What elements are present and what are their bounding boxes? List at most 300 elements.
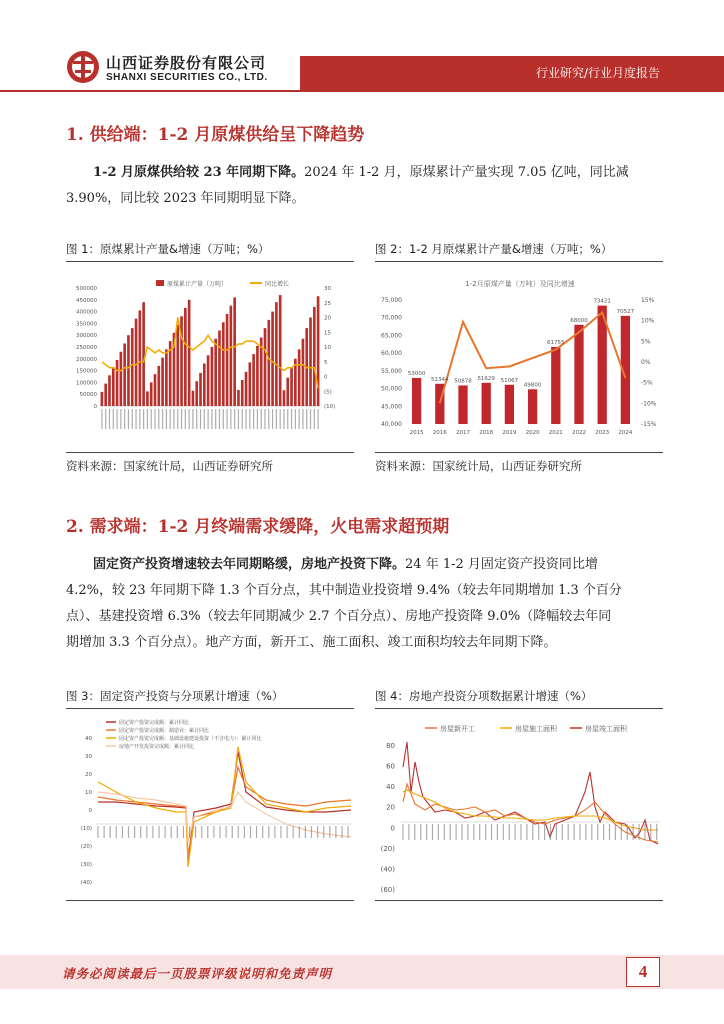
- fig2-xaxis-tick: 2016: [432, 430, 447, 436]
- fig3-xaxis-tick-label: [110, 826, 111, 838]
- fig1-xaxis-tick-label: [139, 409, 140, 429]
- figure1-top-rule: [66, 261, 354, 262]
- page-number: 4: [626, 957, 660, 987]
- fig3-yaxis-tick: (30): [80, 862, 92, 868]
- fig4-xaxis-tick-label: [520, 824, 521, 840]
- fig2-bar-label: 53000: [407, 370, 426, 377]
- fig3-xaxis-tick-label: [299, 826, 300, 838]
- fig1-yaxis-right-tick: 0: [324, 374, 328, 381]
- fig3-xaxis-tick-label: [268, 826, 269, 838]
- fig1-xaxis-tick-label: [283, 409, 284, 429]
- section2-line1: [93, 552, 663, 578]
- figure4-chart: [375, 712, 665, 898]
- fig1-yaxis-left-tick: 500000: [76, 286, 97, 292]
- footer-disclaimer: 请务必阅读最后一页股票评级说明和免责声明: [62, 966, 333, 981]
- figure3-chart: [66, 712, 356, 898]
- fig3-xaxis-tick-label: [152, 826, 153, 838]
- fig1-yaxis-right-tick: 5: [324, 359, 328, 366]
- fig3-xaxis-tick-label: [250, 826, 251, 838]
- fig1-xaxis-tick-label: [143, 409, 144, 429]
- fig1-yaxis-right-tick: (5): [324, 389, 332, 396]
- fig2-yaxis-right-tick: 15%: [641, 297, 655, 304]
- fig1-xaxis-tick-label: [204, 409, 205, 429]
- fig3-xaxis-tick-label: [232, 826, 233, 838]
- fig1-growth-line: [102, 318, 318, 389]
- fig3-xaxis-tick-label: [128, 826, 129, 838]
- fig4-yaxis-tick: 60: [386, 762, 395, 771]
- fig3-yaxis-tick: 30: [85, 754, 92, 760]
- fig1-bar: [112, 367, 115, 406]
- fig1-bar: [199, 373, 202, 406]
- fig1-bar: [309, 318, 312, 407]
- fig4-xaxis-tick-label: [479, 824, 480, 840]
- fig1-xaxis-tick-label: [230, 409, 231, 429]
- fig4-line-under-construction: [403, 790, 658, 830]
- section1-lead: 1-2 月原煤供给较 23 年同期下降。: [93, 165, 305, 180]
- fig1-bar: [150, 382, 153, 406]
- fig4-xaxis-tick-label: [538, 824, 539, 840]
- fig4-xaxis-tick-label: [627, 824, 628, 840]
- section2-title: 2. 需求端：1-2 月终端需求缓降，火电需求超预期: [66, 517, 450, 537]
- fig3-xaxis-tick-label: [293, 826, 294, 838]
- fig2-bar: [574, 325, 583, 424]
- fig4-xaxis-tick-label: [438, 824, 439, 840]
- figure3-top-rule: [66, 708, 354, 709]
- fig1-xaxis-tick-label: [245, 409, 246, 429]
- fig1-xaxis-tick-label: [215, 409, 216, 429]
- figure2-chart: [375, 266, 665, 450]
- fig1-legend: [156, 280, 289, 288]
- fig3-xaxis-tick-label: [189, 826, 190, 838]
- fig2-xaxis-tick: 2022: [572, 430, 586, 436]
- fig4-xaxis-tick-label: [574, 824, 575, 840]
- fig2-bar-label: 51344: [431, 376, 449, 383]
- fig1-bar: [267, 320, 270, 406]
- fig4-legend-2: 房屋施工面积: [515, 725, 557, 733]
- fig4-xaxis-tick-label: [532, 824, 533, 840]
- fig4-xaxis-tick-label: [503, 824, 504, 840]
- fig3-xaxis-tick-label: [311, 826, 312, 838]
- fig1-bar: [161, 358, 164, 406]
- fig3-xaxis-tick-label: [317, 826, 318, 838]
- fig2-yaxis-right-tick: -10%: [641, 400, 657, 408]
- fig1-xaxis-tick-label: [226, 409, 227, 429]
- fig1-bar: [101, 392, 104, 406]
- fig3-xaxis-tick-label: [238, 826, 239, 838]
- fig4-legend-1: 房屋新开工: [440, 725, 475, 733]
- fig1-xaxis-tick-label: [234, 409, 235, 429]
- fig1-xaxis-tick-label: [151, 409, 152, 429]
- fig2-yaxis-right-tick: 10%: [641, 317, 655, 325]
- fig1-yaxis-left-tick: 450000: [76, 297, 97, 304]
- fig1-xaxis-tick-label: [158, 409, 159, 429]
- section2-line2: 4.2%，较 23 年同期下降 1.3 个百分点，其中制造业投资增 9.4%（较去年同期增加 1.3 个百分: [66, 583, 622, 598]
- fig3-xaxis-tick-label: [171, 826, 172, 838]
- fig1-xaxis-tick-label: [147, 409, 148, 429]
- fig3-xaxis-tick-label: [335, 826, 336, 838]
- fig2-xaxis-tick: 2021: [548, 430, 563, 436]
- fig2-bar: [412, 378, 421, 424]
- fig1-yaxis-left-tick: 50000: [79, 392, 97, 399]
- fig1-xaxis-tick-label: [200, 409, 201, 429]
- fig1-xaxis-tick-label: [120, 409, 121, 429]
- fig2-xaxis-tick: 2020: [525, 430, 540, 436]
- fig3-yaxis-tick: 40: [85, 736, 92, 742]
- fig4-xaxis-tick-label: [509, 824, 510, 840]
- fig4-xaxis-tick-label: [638, 824, 639, 840]
- fig2-bar-label: 70527: [616, 308, 635, 315]
- fig1-xaxis-tick-label: [185, 409, 186, 429]
- fig1-bar: [142, 302, 145, 406]
- fig3-line-fai: [98, 752, 351, 862]
- fig2-xaxis-tick: 2017: [456, 430, 470, 436]
- fig2-xaxis-tick: 2019: [502, 430, 517, 436]
- fig1-bar: [146, 391, 149, 406]
- fig4-xaxis-tick-label: [615, 824, 616, 840]
- fig2-yaxis-left-tick: 65,000: [381, 332, 402, 340]
- fig4-xaxis-tick-label: [420, 824, 421, 840]
- fig4-xaxis-tick-label: [497, 824, 498, 840]
- fig1-xaxis-tick-label: [124, 409, 125, 429]
- report-type: 行业研究/行业月度报告: [535, 66, 660, 80]
- page-header: [0, 0, 724, 95]
- fig1-bar: [139, 310, 142, 406]
- fig4-yaxis-tick: (20): [380, 844, 395, 853]
- section1-line2: 3.90%，同比较 2023 年同期明显下降。: [66, 191, 305, 206]
- fig1-yaxis-left-tick: 250000: [76, 345, 97, 351]
- fig2-bar: [505, 385, 514, 424]
- fig2-yaxis-left-tick: 40,000: [381, 421, 402, 428]
- figure1-bottom-rule: [66, 452, 354, 453]
- fig3-xaxis-tick-label: [244, 826, 245, 838]
- section1-line2-block: [66, 186, 691, 212]
- section2-line3: 点）、基建投资增 6.3%（较去年同期减少 2.7 个百分点）、房地产投资降 9.0%（降幅较去年同: [66, 609, 612, 624]
- fig1-xaxis-tick-label: [211, 409, 212, 429]
- fig3-yaxis-tick: (20): [80, 844, 92, 850]
- fig1-bar: [256, 346, 259, 406]
- fig1-yaxis-right-tick: 10: [324, 345, 331, 351]
- fig4-xaxis-tick-label: [444, 824, 445, 840]
- fig1-bar: [222, 322, 225, 406]
- figure4-top-rule: [375, 708, 663, 709]
- fig2-bar-label: 49800: [523, 382, 542, 389]
- fig1-bar: [131, 328, 134, 406]
- fig1-xaxis-tick-label: [242, 409, 243, 429]
- figure1-title: 图 1：原煤累计产量&增速（万吨；%）: [66, 242, 270, 256]
- fig2-bar-label: 50878: [454, 378, 472, 385]
- fig1-bar: [108, 375, 111, 406]
- fig1-bar: [286, 378, 289, 406]
- fig2-bar: [528, 389, 537, 424]
- fig1-xaxis-tick-label: [318, 409, 319, 429]
- fig1-bar: [226, 314, 229, 406]
- fig1-xaxis-tick-label: [196, 409, 197, 429]
- fig1-xaxis-tick-label: [264, 409, 265, 429]
- fig3-xaxis-tick-label: [104, 826, 105, 838]
- fig1-yaxis-right-tick: (10): [324, 404, 336, 410]
- fig1-xaxis-tick-label: [135, 409, 136, 429]
- fig1-xaxis-tick-label: [192, 409, 193, 429]
- fig3-legend-4: 房地产开发投资完成额：累计同比: [119, 744, 195, 750]
- fig1-yaxis-left-tick: 100000: [76, 380, 97, 387]
- figure3-bottom-rule: [66, 900, 354, 901]
- fig1-yaxis-left-tick: 300000: [76, 333, 97, 340]
- header-divider: [0, 90, 724, 92]
- fig1-bar: [116, 360, 119, 406]
- fig2-chart-title: 1-2月原煤产量（万吨）及同比增速: [465, 280, 575, 288]
- fig1-xaxis-tick-label: [154, 409, 155, 429]
- fig1-xaxis-tick-label: [253, 409, 254, 429]
- fig2-bar: [482, 383, 491, 424]
- fig3-xaxis-tick-label: [341, 826, 342, 838]
- fig3-xaxis-tick-label: [348, 826, 349, 838]
- fig1-bar: [245, 372, 248, 406]
- fig1-xaxis-tick-label: [170, 409, 171, 429]
- fig1-xaxis-tick-label: [132, 409, 133, 429]
- fig2-yaxis-left-tick: 75,000: [381, 297, 402, 304]
- fig1-bar: [157, 366, 160, 406]
- fig1-xaxis-tick-label: [302, 409, 303, 429]
- fig1-bar: [195, 381, 198, 406]
- fig3-yaxis-tick: 10: [85, 790, 92, 796]
- company-logo-icon: [66, 50, 100, 84]
- fig4-line-new-start: [403, 784, 658, 842]
- header-band: [300, 56, 724, 90]
- fig4-yaxis-tick: 0: [390, 824, 395, 833]
- fig1-yaxis-right-tick: 20: [324, 315, 331, 322]
- fig4-xaxis-tick-label: [473, 824, 474, 840]
- fig1-yaxis-left-tick: 400000: [76, 309, 97, 316]
- fig4-xaxis-tick-label: [591, 824, 592, 840]
- fig1-xaxis-tick-label: [261, 409, 262, 429]
- fig2-bar: [551, 347, 560, 424]
- fig3-legend-1: 固定资产投资完成额：累计同比: [119, 720, 190, 726]
- fig1-xaxis-tick-label: [249, 409, 250, 429]
- fig4-legend-3: 房屋竣工面积: [585, 725, 627, 733]
- fig1-xaxis-tick-label: [109, 409, 110, 429]
- fig3-yaxis-tick: 20: [85, 772, 92, 778]
- section2-line1-rest: 24 年 1-2 月固定资产投资同比增: [405, 557, 598, 572]
- fig1-xaxis-tick-label: [272, 409, 273, 429]
- fig1-bar: [211, 347, 214, 406]
- fig2-xaxis-tick: 2024: [618, 430, 633, 436]
- fig3-xaxis-tick-label: [177, 826, 178, 838]
- fig4-xaxis-tick-label: [568, 824, 569, 840]
- fig1-bar: [123, 343, 126, 406]
- fig3-xaxis-tick-label: [158, 826, 159, 838]
- section2-lead: 固定资产投资增速较去年同期略缓，房地产投资下降。: [93, 557, 406, 572]
- fig1-bar: [120, 352, 123, 406]
- fig1-bar: [237, 390, 240, 406]
- fig3-xaxis-tick-label: [134, 826, 135, 838]
- fig2-yaxis-right-tick: 0%: [641, 359, 651, 366]
- fig1-bar: [298, 349, 301, 406]
- fig1-bar: [317, 296, 320, 406]
- fig3-line-realestate: [98, 792, 351, 842]
- fig3-yaxis-tick: 0: [88, 808, 92, 814]
- fig2-yaxis-left-tick: 70,000: [381, 314, 402, 322]
- fig4-xaxis-tick-label: [621, 824, 622, 840]
- figure2-source: 资料来源：国家统计局，山西证券研究所: [375, 459, 582, 473]
- fig4-line-completed: [403, 742, 658, 844]
- fig4-legend: [425, 724, 628, 733]
- fig3-xaxis-tick-label: [226, 826, 227, 838]
- fig4-xaxis-tick-label: [408, 824, 409, 840]
- fig3-xaxis-tick-label: [140, 826, 141, 838]
- fig4-xaxis-tick-label: [526, 824, 527, 840]
- fig1-bar: [290, 368, 293, 406]
- fig1-legend-line: 同比增长: [265, 281, 290, 288]
- fig4-xaxis-tick-label: [650, 824, 651, 840]
- fig4-yaxis-tick: (40): [380, 865, 395, 874]
- fig1-xaxis-tick-label: [287, 409, 288, 429]
- section2-line4: 期增加 3.3 个百分点）。地产方面，新开工、施工面积、竣工面积均较去年同期下降。: [66, 635, 557, 650]
- fig1-xaxis-tick-label: [177, 409, 178, 429]
- fig1-xaxis-tick-label: [291, 409, 292, 429]
- fig1-xaxis-tick-label: [162, 409, 163, 429]
- fig4-xaxis-tick-label: [426, 824, 427, 840]
- fig1-bar: [104, 384, 107, 406]
- fig1-xaxis-tick-label: [299, 409, 300, 429]
- fig4-xaxis-tick-label: [579, 824, 580, 840]
- fig4-xaxis-tick-label: [467, 824, 468, 840]
- fig1-bar: [275, 302, 278, 406]
- fig3-xaxis-tick-label: [262, 826, 263, 838]
- fig3-line-infrastructure: [98, 747, 351, 867]
- fig1-xaxis-tick-label: [238, 409, 239, 429]
- fig1-bar: [252, 354, 255, 406]
- fig4-xaxis-tick-label: [432, 824, 433, 840]
- fig1-yaxis-right-tick: 15: [324, 330, 331, 337]
- fig1-xaxis-tick-label: [314, 409, 315, 429]
- section1-paragraph: [93, 160, 663, 186]
- fig1-bar: [135, 319, 138, 406]
- fig4-xaxis-tick-label: [550, 824, 551, 840]
- fig1-bar: [313, 307, 316, 406]
- fig1-bar: [214, 339, 217, 406]
- fig4-xaxis-tick-label: [414, 824, 415, 840]
- fig3-xaxis-tick-label: [201, 826, 202, 838]
- fig1-yaxis-left-tick: 150000: [76, 368, 97, 375]
- fig1-bar: [165, 349, 168, 406]
- fig2-yaxis-left-tick: 45,000: [381, 403, 402, 411]
- fig3-xaxis-tick-label: [305, 826, 306, 838]
- fig1-bar: [241, 380, 244, 406]
- fig1-xaxis-tick-label: [105, 409, 106, 429]
- section1-line1: 2024 年 1-2 月，原煤累计产量实现 7.05 亿吨，同比减: [304, 165, 629, 180]
- fig1-bar: [184, 308, 187, 406]
- fig3-xaxis-tick-label: [146, 826, 147, 838]
- fig1-xaxis-tick-label: [101, 409, 102, 429]
- fig1-xaxis-tick-label: [310, 409, 311, 429]
- fig1-xaxis-tick-label: [173, 409, 174, 429]
- fig1-bar: [192, 391, 195, 406]
- fig4-xaxis-tick-label: [485, 824, 486, 840]
- fig1-bar: [283, 390, 286, 406]
- fig3-xaxis-tick-label: [183, 826, 184, 838]
- fig4-xaxis-tick-label: [491, 824, 492, 840]
- fig4-xaxis-tick-label: [597, 824, 598, 840]
- fig1-xaxis-tick-label: [166, 409, 167, 429]
- fig2-bar-label: 73421: [593, 298, 611, 305]
- figure4-bottom-rule: [375, 900, 663, 901]
- fig1-yaxis-left-tick: 350000: [76, 321, 97, 328]
- fig4-xaxis-tick-label: [556, 824, 557, 840]
- fig4-xaxis-tick-label: [633, 824, 634, 840]
- fig3-xaxis-tick-label: [274, 826, 275, 838]
- fig2-xaxis-tick: 2015: [409, 430, 424, 436]
- fig2-bar-label: 61755: [547, 339, 565, 346]
- figure4-title: 图 4：房地产投资分项数据累计增速（%）: [375, 689, 593, 703]
- fig1-xaxis-tick-label: [257, 409, 258, 429]
- fig1-xaxis-tick-label: [128, 409, 129, 429]
- fig2-yaxis-right-tick: -15%: [641, 421, 657, 428]
- fig3-xaxis-tick-label: [287, 826, 288, 838]
- fig4-yaxis-tick: (60): [380, 886, 395, 894]
- fig4-xaxis-tick-label: [402, 824, 403, 840]
- fig2-yaxis-left-tick: 60,000: [381, 350, 402, 358]
- fig2-bar-label: 68000: [570, 317, 588, 324]
- fig3-legend-3: 固定资产投资完成额：基础设施建设投资（不含电力）：累计同比: [119, 736, 262, 742]
- fig3-xaxis-tick-label: [213, 826, 214, 838]
- section1-title: 1. 供给端：1-2 月原煤供给呈下降趋势: [66, 125, 365, 145]
- fig3-xaxis-tick-label: [219, 826, 220, 838]
- fig2-yaxis-right-tick: 5%: [641, 338, 651, 346]
- fig1-bar: [127, 335, 130, 406]
- fig4-yaxis-tick: 80: [386, 742, 395, 750]
- fig1-yaxis-right-tick: 30: [324, 286, 331, 292]
- fig1-xaxis-tick-label: [113, 409, 114, 429]
- fig1-bar: [176, 325, 179, 406]
- fig2-bar-label: 51629: [477, 375, 495, 382]
- fig3-legend: [106, 719, 262, 750]
- fig3-xaxis-tick-label: [97, 826, 98, 838]
- fig4-xaxis-tick-label: [562, 824, 563, 840]
- fig4-xaxis-tick-label: [585, 824, 586, 840]
- fig3-xaxis-tick-label: [195, 826, 196, 838]
- fig1-xaxis-tick-label: [189, 409, 190, 429]
- fig1-xaxis-tick-label: [181, 409, 182, 429]
- fig4-xaxis-tick-label: [603, 824, 604, 840]
- fig4-xaxis-tick-label: [656, 824, 657, 840]
- fig1-xaxis-tick-label: [268, 409, 269, 429]
- figure2-top-rule: [375, 261, 663, 262]
- fig4-xaxis-tick-label: [609, 824, 610, 840]
- fig1-yaxis-left-tick: 0: [93, 404, 97, 410]
- fig1-xaxis-tick-label: [295, 409, 296, 429]
- fig1-xaxis-tick-label: [276, 409, 277, 429]
- fig4-xaxis-tick-label: [644, 824, 645, 840]
- company-name-cn: 山西证券股份有限公司: [106, 54, 267, 72]
- fig4-xaxis-tick-label: [515, 824, 516, 840]
- fig3-xaxis-tick-label: [165, 826, 166, 838]
- fig1-bar: [218, 330, 221, 406]
- figure3-title: 图 3：固定资产投资与分项累计增速（%）: [66, 689, 284, 703]
- fig3-xaxis-tick-label: [122, 826, 123, 838]
- fig1-yaxis-left-tick: 200000: [76, 356, 97, 363]
- fig1-xaxis-tick-label: [208, 409, 209, 429]
- fig2-xaxis-tick: 2023: [595, 430, 610, 436]
- fig1-yaxis-right-tick: 25: [324, 300, 331, 307]
- fig3-yaxis-tick: (10): [80, 826, 92, 832]
- fig2-yaxis-left-tick: 55,000: [381, 367, 402, 375]
- fig4-xaxis-tick-label: [450, 824, 451, 840]
- fig1-xaxis-tick-label: [280, 409, 281, 429]
- fig3-yaxis-tick: (40): [80, 880, 92, 886]
- fig3-xaxis-tick-label: [256, 826, 257, 838]
- fig1-bar: [264, 328, 267, 406]
- figure1-source: 资料来源：国家统计局，山西证券研究所: [66, 459, 273, 473]
